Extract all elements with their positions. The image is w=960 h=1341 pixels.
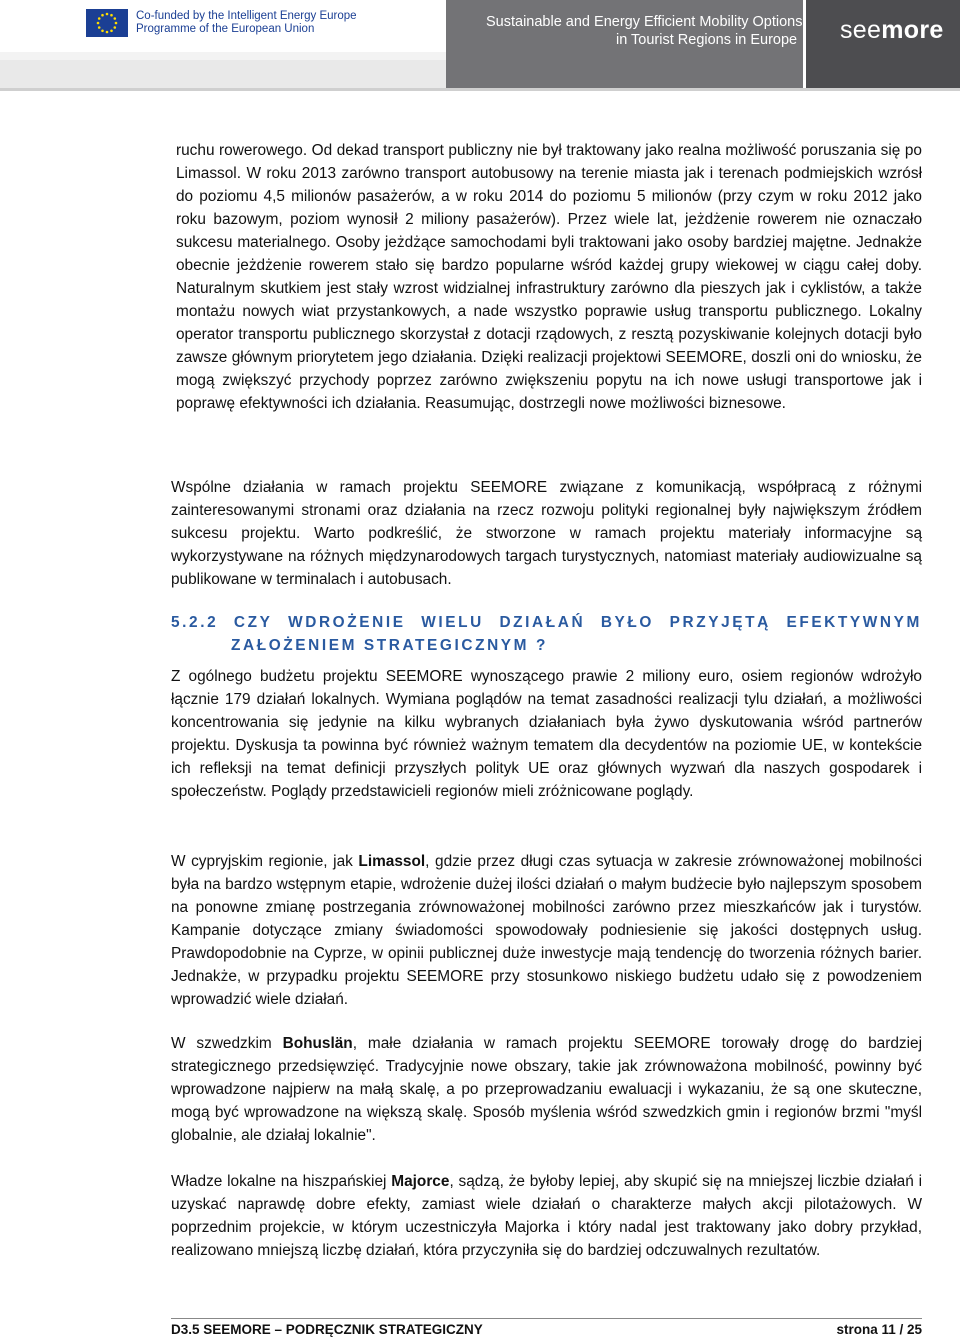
heading-word: BYŁO <box>600 614 654 631</box>
banner-divider <box>0 88 960 91</box>
heading-word: WDROŻENIE <box>288 614 406 631</box>
region-name-bohuslan: Bohuslän <box>282 1035 353 1052</box>
paragraph-majorca <box>171 1170 922 1262</box>
heading-word: WIELU <box>421 614 484 631</box>
paragraph-text: W szwedzkim <box>171 1035 283 1052</box>
brand-logo-part-2: more <box>881 16 944 44</box>
paragraph-sweden <box>171 1032 922 1147</box>
paragraph-cyprus <box>171 850 922 1011</box>
footer-document-title: D3.5 SEEMORE – PODRĘCZNIK STRATEGICZNY <box>171 1322 483 1337</box>
header-banner <box>0 0 960 92</box>
heading-word: CZY <box>233 614 273 631</box>
paragraph-budget: Z ogólnego budżetu projektu SEEMORE wynoszącego prawie 2 miliony euro, osiem regionów wdrożyło łącznie 179 działań lokalnych. Wymiana poglądów na temat zasadności realizacji tylu działań, a możliwości koncentrowania się jedynie na kilku wybranych działaniach była żywo dyskutowania wśród partnerów projektu. Dyskusja ta powinna być również ważnym tematem dla decydentów na poziomie UE, w kontekście ich refleksji na temat definicji przyszłych polityk UE oraz głównych wyzwań dla naszych gospodarek i społeczeństw. Poglądy przedstawicieli regionów mieli zróżnicowane poglądy. <box>171 668 922 800</box>
banner-strip <box>0 60 446 88</box>
page-footer <box>171 1322 922 1337</box>
project-title-line-2: in Tourist Regions in Europe <box>616 32 798 48</box>
heading-word: EFEKTYWNYM <box>786 614 922 631</box>
region-name-limassol: Limassol <box>358 853 426 870</box>
brand-logo <box>840 16 944 45</box>
paragraph-text: , małe działania w ramach projektu SEEMORE torowały drogę do bardziej strategicznego przedsięwzięć. Tradycyjnie nowe obszary, takie jak zrównoważona mobilność, powinny być wprowadzone najpierw na małą skalę, a po przeprowadzaniu ewaluacji i wykazaniu, że są one skuteczne, mogą być wprowadzone na większą skalę. Sposób myślenia wśród szwedzkich gmin i regionów brzmi "myśl globalnie, ale działaj lokalnie". <box>171 1035 922 1144</box>
eu-flag-icon <box>86 9 128 37</box>
paragraph-text: , gdzie przez długi czas sytuacja w zakresie zrównoważonej mobilności była na bardzo wstępnym etapie, wdrożenie dużej ilości działań o małym budżecie było najlepszym sposobem na ponowne zmianę postrzegania zrównoważonej mobilności zarówno przez mieszkańców jak i turystów. Kampanie dotyczące zmiany świadomości spowodowały podniesienie się jakości dostępnych usług. Prawdopodobnie na Cyprze, w opinii publicznej duże inwestycje mają tendencję do tworzenia różnych barier. Jednakże, w przypadku projektu SEEMORE przy stosunkowo niskiego budżetu udało się z powodzeniem wprowadzić wiele działań. <box>171 853 922 1008</box>
paragraph-text: , sądzą, że byłoby lepiej, aby skupić się na mniejszej liczbie działań i uzyskać naprawdę dobre efekty, zamiast wiele działań o charakterze małych akcji pilotażowych. W poprzednim projekcie, w którym uczestniczyła Majorka i który nadal jest traktowany jako dobry przykład, realizowano mniejszą liczbę działań, która przyczyniła się do bardziej odczuwalnych rezultatów. <box>171 1173 922 1259</box>
paragraph-limassol-intro: ruchu rowerowego. Od dekad transport publiczny nie był traktowany jako realna możliwość poruszania się po Limassol. W roku 2013 zarówno transport autobusowy na terenie miasta jak i terenach podmiejskich wzrósł do poziomu 4,5 milionów pasażerów, a w roku 2014 do poziomu 5 milionów (przy czym w roku 2012 jako roku bazowym, poziom wynosił 2 miliony pasażerów). Przez wiele lat, jeżdżenie rowerem nie oznaczało sukcesu materialnego. Osoby jeżdżące samochodami byli traktowani jako osoby bardziej majętne. Jednakże obecnie jeżdżenie rowerem stało się bardzo popularne wśród każdej grupy wiekowej w ciągu całej doby. Naturalnym skutkiem jest stały wzrost widzialnej infrastruktury zarówno dla pieszych jak i cyklistów, a także montażu nowych wiat przystankowych, a nade wszystko poprawie usług transportu publicznego. Lokalny operator transportu publicznego skorzystał z dotacji rządowych, z resztą pozyskiwanie kolejnych dotacji było zawsze głównym priorytetem jego działania. Dzięki realizacji projektowi SEEMORE, doszli oni do wniosku, że mogą zwiększyć przychody poprzez zarówno zwiększeniu popytu na ich nowe usługi transportowe jak i poprawę efektywności ich działania. Reasumując, dostrzegli nowe możliwości biznesowe. <box>176 142 922 412</box>
eu-funding-block <box>0 0 446 92</box>
section-heading <box>171 611 922 657</box>
paragraph-joint-actions: Wspólne działania w ramach projektu SEEMORE związane z komunikacją, współpracą z różnymi zainteresowanymi stronami oraz działania na rzecz rozwoju polityki regionalnej były największym źródłem sukcesu projektu. Warto podkreślić, że stworzone w ramach projektu materiały informacyjne są wykorzystywane na różnych międzynarodowych targach turystycznych, natomiast materiały audiowizualne są publikowane w terminalach i autobusach. <box>171 479 922 588</box>
section-heading-line-2: ZAŁOŻENIEM STRATEGICZNYM ? <box>231 637 548 654</box>
brand-logo-block <box>806 0 960 88</box>
heading-word: DZIAŁAŃ <box>499 614 586 631</box>
project-title-block <box>446 0 803 88</box>
project-title <box>486 13 803 49</box>
paragraph-text: Władze lokalne na hiszpańskiej <box>171 1173 392 1190</box>
section-heading-line-1 <box>171 611 922 634</box>
heading-word: PRZYJĘTĄ <box>669 614 771 631</box>
project-title-line-1: Sustainable and Energy Efficient Mobility Options <box>486 14 803 30</box>
footer-page-number: strona 11 / 25 <box>836 1322 922 1337</box>
section-number: 5.2.2 <box>171 614 219 631</box>
region-name-majorca: Majorce <box>391 1173 450 1190</box>
brand-logo-part-1: see <box>840 16 882 44</box>
eu-funding-text <box>136 10 357 36</box>
eu-funding-line-2: Programme of the European Union <box>136 23 315 35</box>
paragraph-text: W cypryjskim regionie, jak <box>171 853 359 870</box>
footer-divider <box>171 1318 922 1319</box>
banner-strip <box>0 52 446 60</box>
eu-funding-line-1: Co-funded by the Intelligent Energy Europe <box>136 10 357 22</box>
